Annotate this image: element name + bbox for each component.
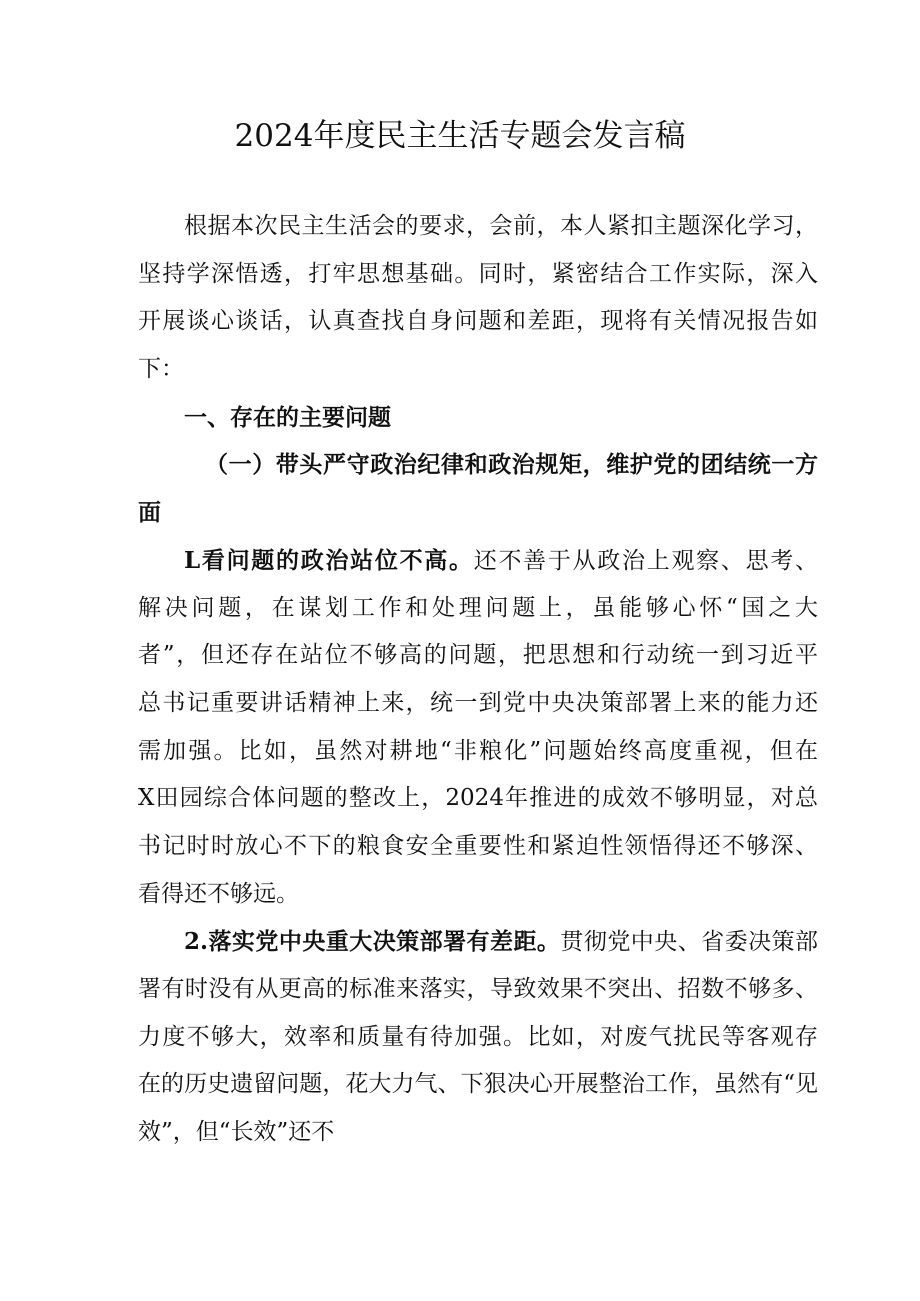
item1-line: 者”，但还存在站位不够高的问题，把思想和行动统一到习近平 bbox=[138, 642, 818, 669]
subsection-heading-line-1: （一）带头严守政治纪律和政治规矩，维护党的团结统一方 bbox=[205, 451, 818, 479]
subsection-heading-line-2: 面 bbox=[138, 499, 161, 527]
item2-line: 力度不够大，效率和质量有待加强。比如，对废气扰民等客观存 bbox=[138, 1023, 818, 1050]
section-heading: 一、存在的主要问题 bbox=[184, 403, 391, 431]
intro-line-4: 下： bbox=[138, 356, 184, 383]
intro-line-3: 开展谈心谈话，认真查找自身问题和差距，现将有关情况报告如 bbox=[138, 308, 818, 335]
item1-lead: L看问题的政治站位不高。 bbox=[184, 546, 474, 574]
document-body bbox=[138, 203, 818, 1157]
intro-line-2: 坚持学深悟透，打牢思想基础。同时，紧密结合工作实际，深入 bbox=[138, 260, 818, 287]
item1-first-rest: 还不善于从政治上观察、思考、 bbox=[473, 547, 819, 574]
document-title: 2024年度民主生活专题会发言稿 bbox=[234, 118, 686, 154]
item1-first-line bbox=[138, 537, 818, 585]
item2-line: 效”，但“长效”还不 bbox=[138, 1119, 335, 1146]
item1-line: 总书记重要讲话精神上来，统一到党中央决策部署上来的能力还 bbox=[138, 689, 818, 716]
intro-line-1: 根据本次民主生活会的要求，会前，本人紧扣主题深化学习， bbox=[184, 213, 818, 239]
item2-line: 署有时没有从更高的标准来落实，导致效果不突出、招数不够多、 bbox=[138, 976, 818, 1002]
item1-line: 解决问题，在谋划工作和处理问题上，虽能够心怀“国之大 bbox=[138, 594, 818, 621]
item2-lead: 2.落实党中央重大决策部署有差距。 bbox=[184, 928, 561, 956]
item2-first-rest: 贯彻党中央、省委决策部 bbox=[560, 929, 818, 956]
item1-line: 书记时时放心不下的粮食安全重要性和紧迫性领悟得还不够深、 bbox=[138, 832, 818, 859]
item2-line: 在的历史遗留问题，花大力气、下狠决心开展整治工作，虽然有“见 bbox=[138, 1071, 818, 1098]
item1-line: 需加强。比如，虽然对耕地“非粮化”问题始终高度重视，但在 bbox=[138, 737, 818, 764]
item1-line: 看得还不够远。 bbox=[138, 880, 299, 907]
item2-first-line bbox=[138, 918, 818, 966]
item1-line: X田园综合体问题的整改上，2024年推进的成效不够明显，对总 bbox=[138, 785, 818, 812]
